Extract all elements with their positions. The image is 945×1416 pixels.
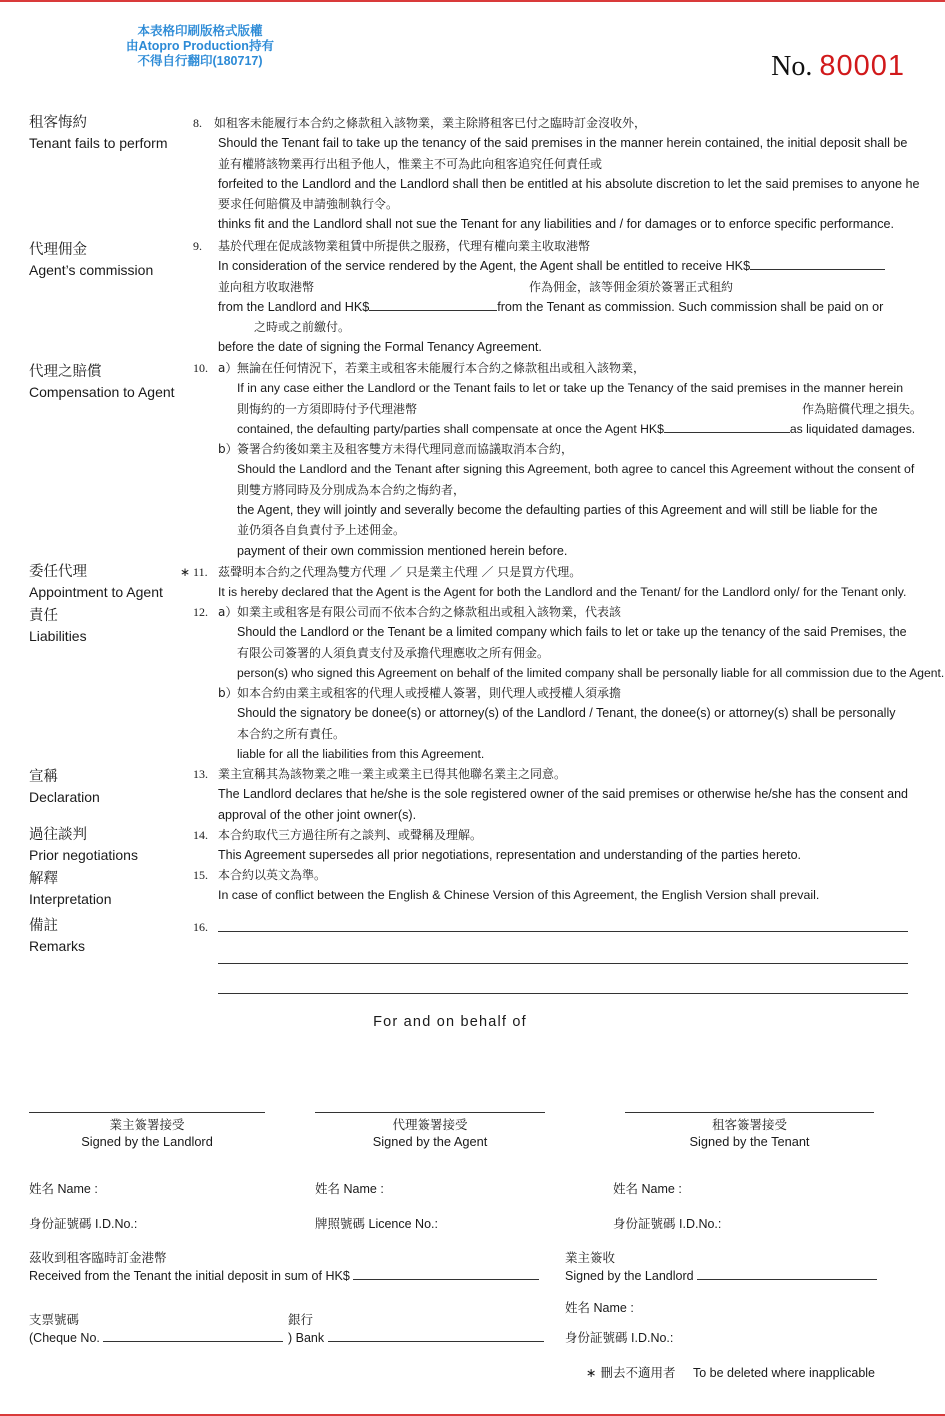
clause-13-heading-en: Declaration (29, 789, 100, 805)
clause-12a-line: Should the Landlord or the Tenant be a limited company which fails to let or take up the tenancy of the said Premises, the (237, 625, 907, 640)
clause-12a-line: person(s) who signed this Agreement on behalf of the limited company shall be personally liable for all commission due to the Agent. (237, 665, 945, 680)
landlord-id-label-zh: 身份証號碼 (29, 1216, 92, 1231)
clause-13-line: 業主宣稱其為該物業之唯一業主或業主已得其他聯名業主之同意。 (218, 767, 567, 781)
clause-10b-line: 並仍須各自負責付予上述佣金。 (237, 523, 406, 538)
clause-16-heading (29, 916, 194, 956)
clause-8-line: 並有權將該物業再行出租予他人，惟業主不可為此向租客追究任何責任或 (218, 156, 603, 171)
clause-14-heading-zh: 過往談判 (29, 827, 87, 843)
clause-12a-line: 如業主或租客是有限公司而不依本合約之條款租出或租入該物業，代表該 (237, 605, 622, 619)
clause-10a-line-text: contained, the defaulting party/parties shall compensate at once the Agent HK$ (237, 421, 664, 436)
document-number-prefix: No. (771, 51, 813, 82)
clause-9-line (218, 256, 927, 276)
copyright-line-2: 由Atopro Production持有 (126, 39, 274, 53)
copyright-line-3: 不得自行翻印(180717) (137, 54, 263, 68)
commission-landlord-blank[interactable] (750, 257, 885, 270)
receipt-name-label-zh: 姓名 (565, 1300, 591, 1315)
remarks-line[interactable] (218, 930, 908, 932)
clause-12-heading-en: Liabilities (29, 628, 87, 644)
clause-12-body (218, 602, 945, 764)
clause-11-heading-zh: 委任代理 (29, 564, 87, 580)
clause-12b-line: liable for all the liabilities from this Agreement. (237, 747, 485, 762)
landlord-receipt-signature-field (565, 1249, 877, 1285)
landlord-receipt-label-en: Signed by the Landlord (565, 1269, 694, 1283)
clause-10b-line: 則雙方將同時及分別成為本合約之悔約者， (237, 482, 466, 497)
tenant-signature-block (625, 1112, 874, 1150)
clause-10a-label: a） (218, 361, 238, 375)
clause-8-number: 8. (193, 116, 202, 130)
clause-15-body (218, 865, 927, 906)
clause-9-heading-en: Agent’s commission (29, 262, 154, 278)
deposit-label-zh: 茲收到租客臨時訂金港幣 (29, 1250, 167, 1265)
clause-13-heading (29, 767, 194, 807)
clause-10a-line-text: 則悔約的一方須即時付予代理港幣 (237, 401, 418, 416)
footnote-en: To be deleted where inapplicable (692, 1366, 876, 1380)
tenant-name-field[interactable] (613, 1179, 682, 1197)
bank-name-input[interactable] (328, 1329, 544, 1342)
clause-10a-line (237, 419, 927, 439)
document-number-value: 80001 (819, 50, 905, 82)
clause-10a-line (237, 399, 927, 419)
clause-9-line-text: In consideration of the service rendered by the Agent, the Agent shall be entitled to receive HK$ (218, 259, 751, 274)
bank-field (288, 1311, 544, 1347)
tenant-signature-label-zh: 租客簽署接受 (711, 1117, 787, 1132)
clause-14-line: This Agreement supersedes all prior negotiations, representation and understanding of the parties hereto. (218, 848, 802, 863)
agent-licence-label-zh: 牌照號碼 (315, 1216, 366, 1231)
clause-9-line: 之時或之前繳付。 (254, 320, 351, 335)
clause-13-body (218, 764, 927, 825)
clause-13-number: 13. (193, 767, 208, 781)
clause-10-number: 10. (193, 361, 208, 375)
on-behalf-heading: For and on behalf of (373, 1014, 527, 1030)
clause-9-line-text: from the Landlord and HK$ (218, 299, 370, 314)
agent-licence-field[interactable] (315, 1214, 438, 1232)
clause-11-heading-en: Appointment to Agent (29, 584, 163, 600)
clause-9-heading (29, 240, 194, 280)
deposit-amount-input[interactable] (353, 1267, 539, 1280)
deposit-receipt-field (29, 1249, 539, 1285)
clause-10b-line: 簽署合約後如業主及租客雙方未得代理同意而協議取消本合約， (237, 442, 574, 457)
clause-10a-line: 無論在任何情況下，若業主或租客未能履行本合約之條款租出或租入該物業， (237, 361, 646, 375)
tenant-signature-label-en: Signed by the Tenant (689, 1134, 810, 1149)
agent-signature-block (315, 1112, 545, 1150)
commission-tenant-blank[interactable] (369, 298, 497, 311)
receipt-id-label-en: I.D.No.: (631, 1331, 674, 1345)
footnote (586, 1363, 875, 1381)
clause-15-heading-zh: 解釋 (29, 871, 58, 887)
clause-10a-line-text: 作為賠償代理之損失。 (801, 401, 922, 416)
clause-9-line-text: 作為佣金，該等佣金須於簽署正式租約 (529, 279, 734, 294)
clause-10b-line: Should the Landlord and the Tenant after signing this Agreement, both agree to cancel this Agreement without the consent of (237, 462, 915, 477)
clause-12b-line: Should the signatory be donee(s) or attorney(s) of the Landlord / Tenant, the donee(s) or attorney(s) shall be personally (237, 706, 896, 721)
agent-name-field[interactable] (315, 1179, 384, 1197)
clause-9-line: before the date of signing the Formal Tenancy Agreement. (218, 340, 542, 355)
clause-12b-line: 如本合約由業主或租客的代理人或授權人簽署，則代理人或授權人須承擔 (237, 686, 622, 701)
clause-12a-label: a） (218, 605, 238, 619)
clause-9-line-text: 並向租方收取港幣 (218, 279, 315, 294)
remarks-line[interactable] (218, 962, 908, 964)
clause-8-body (214, 113, 927, 235)
deposit-label-en: Received from the Tenant the initial deposit in sum of HK$ (29, 1269, 350, 1283)
cheque-field (29, 1311, 283, 1347)
receipt-id-field[interactable] (565, 1328, 673, 1346)
clause-8-line: Should the Tenant fail to take up the tenancy of the said premises in the manner herein contained, the initial deposit shall be (218, 136, 908, 151)
tenant-signature-line[interactable] (625, 1112, 874, 1113)
clause-11-line: It is hereby declared that the Agent is the Agent for both the Landlord and the Tenant/ for the Landlord only/ for the Tenant only. (218, 585, 907, 600)
clause-12a-line: 有限公司簽署的人須負責支付及承擔代理應收之所有佣金。 (237, 645, 550, 660)
clause-9-line-text: from the Tenant as commission. Such commission shall be paid on or (497, 299, 884, 314)
clause-15-line: 本合約以英文為準。 (218, 868, 327, 882)
tenant-name-label-en: Name : (641, 1182, 682, 1196)
clause-12-number: 12. (193, 605, 208, 619)
clause-8-line: forfeited to the Landlord and the Landlord shall then be entitled at his absolute discretion to let the said premises to anyone he (218, 176, 920, 191)
clause-15-heading (29, 869, 194, 909)
clause-12a (218, 602, 945, 683)
clause-15-number: 15. (193, 868, 208, 882)
bank-label-zh: 銀行 (288, 1312, 314, 1327)
clause-16-number: 16. (193, 920, 208, 934)
clause-11-body (218, 562, 927, 603)
landlord-name-label-zh: 姓名 (29, 1181, 55, 1196)
landlord-receipt-signature-input[interactable] (697, 1267, 877, 1280)
agent-signature-line[interactable] (315, 1112, 545, 1113)
clause-8-line: thinks fit and the Landlord shall not sue the Tenant for any liabilities and / for damages or to enforce specific performance. (218, 217, 895, 232)
agent-licence-label-en: Licence No.: (368, 1217, 438, 1231)
agent-name-label-zh: 姓名 (315, 1181, 341, 1196)
landlord-receipt-label-zh: 業主簽收 (565, 1250, 616, 1265)
tenant-id-label-zh: 身份証號碼 (613, 1216, 676, 1231)
receipt-name-label-en: Name : (593, 1301, 634, 1315)
clause-12b-label: b） (218, 686, 238, 701)
clause-11-line: 茲聲明本合約之代理為雙方代理 ／ 只是業主代理 ／ 只是買方代理。 (218, 565, 582, 579)
document-number (771, 50, 905, 83)
clause-8-heading-zh: 租客悔約 (29, 115, 87, 131)
clause-12-heading (29, 606, 194, 646)
clause-10-body (218, 358, 927, 561)
liquidated-damages-blank[interactable] (664, 420, 790, 433)
bank-label-en: ) Bank (288, 1331, 325, 1345)
clause-10b-line: payment of their own commission mentioned herein before. (237, 543, 568, 558)
clause-15-heading-en: Interpretation (29, 891, 112, 907)
clause-10-heading-zh: 代理之賠償 (29, 364, 102, 380)
landlord-id-label-en: I.D.No.: (95, 1217, 138, 1231)
top-border (0, 0, 945, 2)
cheque-number-input[interactable] (103, 1329, 283, 1342)
clause-13-heading-zh: 宣稱 (29, 769, 58, 785)
clause-10a (218, 358, 927, 439)
clause-10a-line: If in any case either the Landlord or the Tenant fails to let or take up the Tenancy of the said premises in the manner herein (237, 381, 904, 396)
clause-12-heading-zh: 責任 (29, 608, 58, 624)
agent-signature-label-en: Signed by the Agent (372, 1134, 488, 1149)
clause-14-heading-en: Prior negotiations (29, 847, 138, 863)
clause-16-heading-zh: 備註 (29, 918, 58, 934)
tenant-name-label-zh: 姓名 (613, 1181, 639, 1196)
clause-14-number: 14. (193, 828, 208, 842)
clause-11-heading (29, 562, 194, 602)
clause-10b (218, 439, 927, 561)
landlord-name-field[interactable] (29, 1179, 98, 1197)
clause-14-body (218, 825, 927, 866)
clause-15-line: In case of conflict between the English & Chinese Version of this Agreement, the English Version shall prevail. (218, 888, 820, 903)
copyright-notice (110, 24, 290, 69)
cheque-label-zh: 支票號碼 (29, 1312, 80, 1327)
agent-signature-label-zh: 代理簽署接受 (392, 1117, 468, 1132)
clause-10-heading-en: Compensation to Agent (29, 384, 175, 400)
clause-10b-label: b） (218, 442, 238, 457)
landlord-signature-label-zh: 業主簽署接受 (109, 1117, 185, 1132)
clause-10b-line: the Agent, they will jointly and severally become the defaulting parties of this Agreement and will still be liable for the (237, 503, 878, 518)
clause-9-heading-zh: 代理佣金 (29, 242, 87, 258)
landlord-id-field[interactable] (29, 1214, 137, 1232)
landlord-signature-line[interactable] (29, 1112, 265, 1113)
tenant-id-label-en: I.D.No.: (679, 1217, 722, 1231)
clause-14-heading (29, 825, 194, 865)
receipt-id-label-zh: 身份証號碼 (565, 1330, 628, 1345)
clause-9-number: 9. (193, 239, 202, 253)
clause-8-line: 如租客未能履行本合約之條款租入該物業，業主除將租客已付之臨時訂金沒收外， (214, 116, 647, 130)
tenant-id-field[interactable] (613, 1214, 721, 1232)
copyright-line-1: 本表格印刷版格式版權 (137, 24, 263, 38)
clause-9-body (218, 236, 927, 358)
receipt-name-field[interactable] (565, 1298, 634, 1316)
clause-9-line: 基於代理在促成該物業租賃中所提供之服務，代理有權向業主收取港幣 (218, 239, 591, 253)
clause-10a-line-text: as liquidated damages. (789, 421, 916, 436)
clause-13-line: The Landlord declares that he/she is the sole registered owner of the said premises or otherwise he/she has the consent and (218, 787, 908, 802)
clause-9-line (218, 297, 927, 317)
landlord-signature-block (29, 1112, 265, 1150)
clause-12b-line: 本合約之所有責任。 (237, 726, 346, 741)
clause-12b (218, 683, 927, 764)
clause-14-line: 本合約取代三方過往所有之談判、或聲稱及理解。 (218, 828, 483, 842)
clause-9-line (218, 277, 927, 297)
clause-10-heading (29, 362, 194, 402)
landlord-signature-label-en: Signed by the Landlord (81, 1134, 213, 1149)
footnote-zh: ∗ 刪去不適用者 (586, 1365, 676, 1380)
clause-8-line: 要求任何賠償及申請強制執行令。 (218, 197, 399, 212)
cheque-label-en: (Cheque No. (29, 1331, 100, 1345)
remarks-line[interactable] (218, 992, 908, 994)
clause-8-heading (29, 113, 194, 153)
agent-name-label-en: Name : (343, 1182, 384, 1196)
clause-13-line: approval of the other joint owner(s). (218, 807, 417, 822)
landlord-name-label-en: Name : (57, 1182, 98, 1196)
clause-16-heading-en: Remarks (29, 938, 86, 954)
clause-8-heading-en: Tenant fails to perform (29, 135, 168, 151)
clause-11-number: ∗ 11. (180, 565, 208, 579)
